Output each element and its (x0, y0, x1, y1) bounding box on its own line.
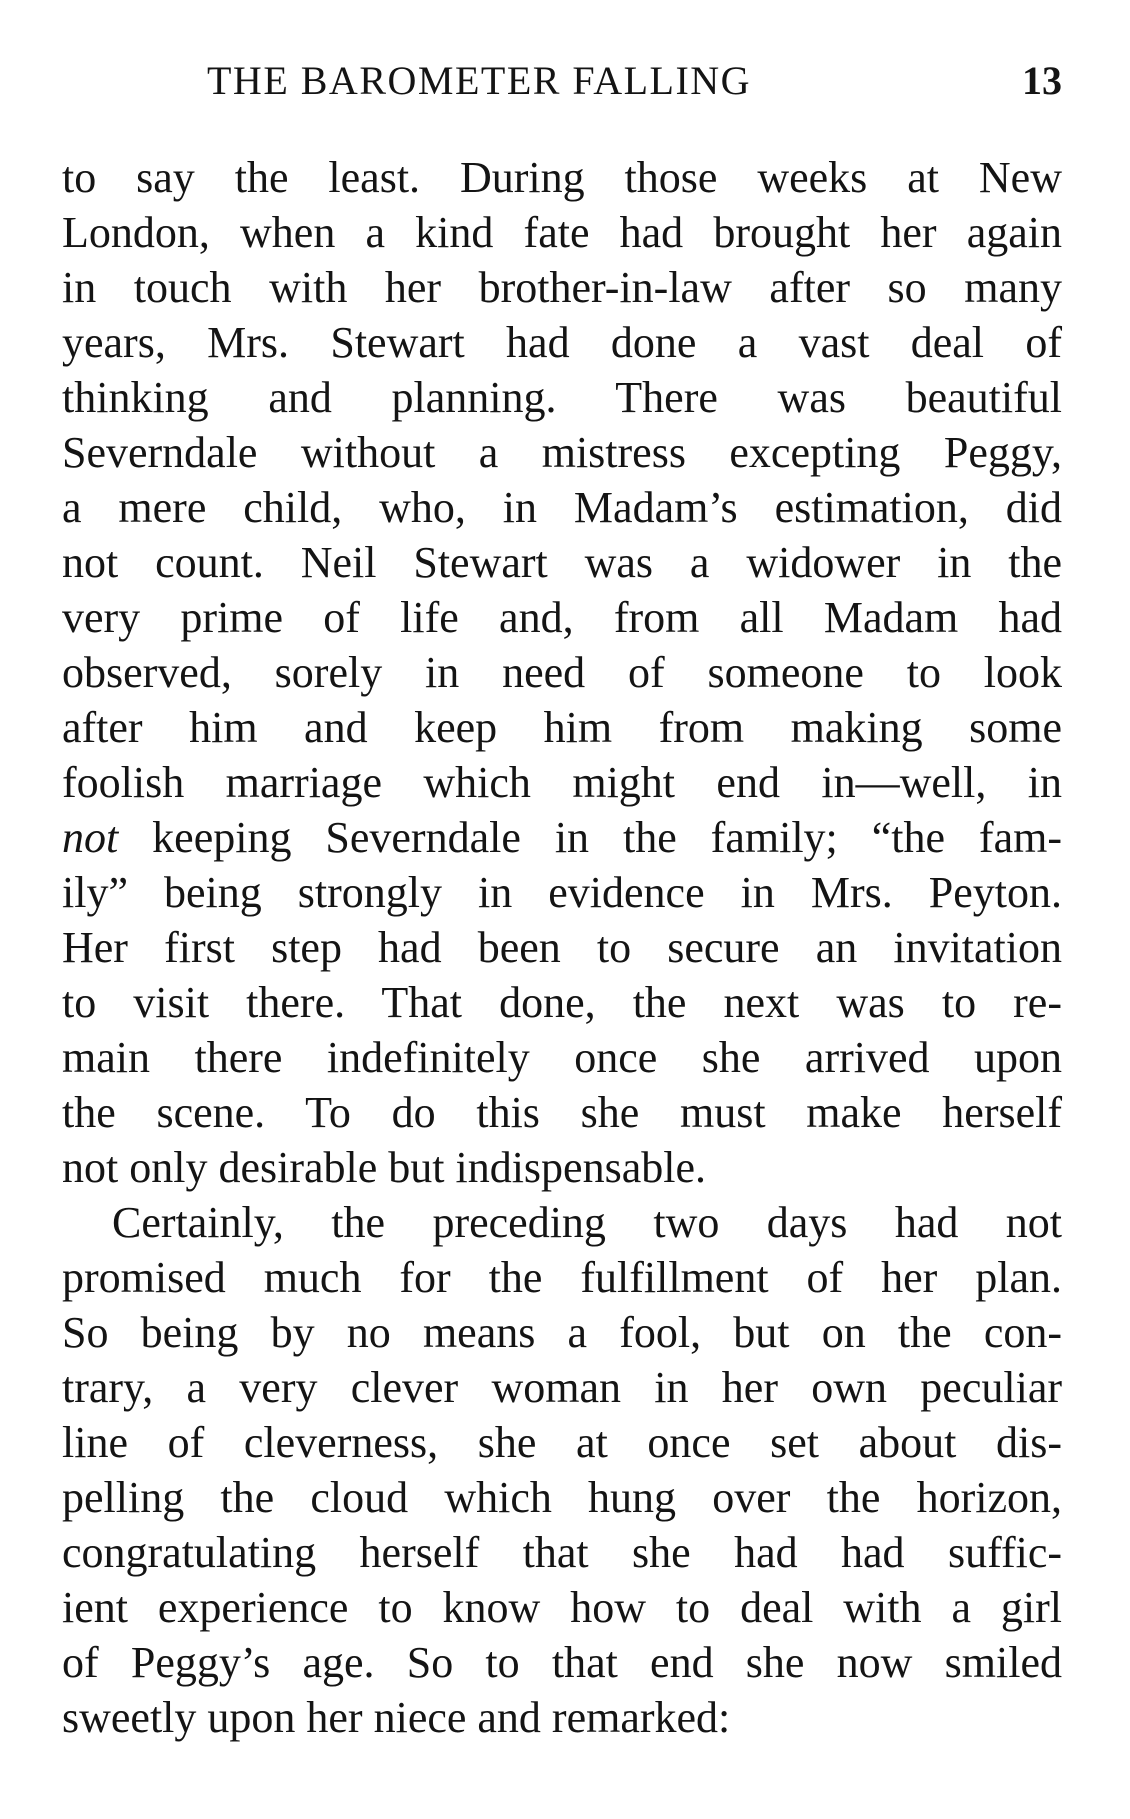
text-line (62, 810, 1062, 865)
text-line: London, when a kind fate had brought her again (62, 208, 1062, 257)
text-line: observed, sorely in need of someone to look (62, 648, 1062, 697)
body-text (62, 150, 1062, 1745)
text-line: of Peggy’s age. So to that end she now smiled (62, 1638, 1062, 1687)
text-line: main there indefinitely once she arrived upon (62, 1033, 1062, 1082)
text-line: promised much for the fulfillment of her plan. (62, 1253, 1062, 1302)
text-line: the scene. To do this she must make herself (62, 1088, 1062, 1137)
text-line: a mere child, who, in Madam’s estimation, did (62, 483, 1062, 532)
text-line: So being by no means a fool, but on the con- (62, 1308, 1062, 1357)
text-line: foolish marriage which might end in—well, in (62, 758, 1062, 807)
text-line-rest: keeping Severndale in the family; “the fam- (118, 813, 1062, 862)
text-line: years, Mrs. Stewart had done a vast deal of (62, 318, 1062, 367)
text-line: ient experience to know how to deal with a girl (62, 1583, 1062, 1632)
text-line: after him and keep him from making some (62, 703, 1062, 752)
text-line: very prime of life and, from all Madam had (62, 593, 1062, 642)
text-line: sweetly upon her niece and remarked: (62, 1693, 731, 1742)
text-line: Her first step had been to secure an invitation (62, 923, 1062, 972)
text-line: thinking and planning. There was beautiful (62, 373, 1062, 422)
italic-emphasis: not (62, 813, 119, 862)
text-line: Severndale without a mistress excepting Peggy, (62, 428, 1062, 477)
text-line: to say the least. During those weeks at New (62, 153, 1062, 202)
text-line: trary, a very clever woman in her own peculiar (62, 1363, 1062, 1412)
text-line: not count. Neil Stewart was a widower in the (62, 538, 1062, 587)
running-head (62, 56, 1062, 106)
text-line: congratulating herself that she had had suffic- (62, 1528, 1062, 1577)
text-line: pelling the cloud which hung over the horizon, (62, 1473, 1062, 1522)
paragraph-1 (62, 150, 1062, 1195)
chapter-title: THE BAROMETER FALLING (207, 58, 752, 103)
text-line: in touch with her brother-in-law after so many (62, 263, 1062, 312)
page-number: 13 (1022, 58, 1062, 103)
paragraph-2 (62, 1195, 1062, 1745)
text-line: Certainly, the preceding two days had not (112, 1198, 1062, 1247)
text-line: ily” being strongly in evidence in Mrs. Peyton. (62, 868, 1062, 917)
text-line: not only desirable but indispensable. (62, 1143, 706, 1192)
text-line: line of cleverness, she at once set about dis- (62, 1418, 1062, 1467)
text-line: to visit there. That done, the next was to re- (62, 978, 1062, 1027)
